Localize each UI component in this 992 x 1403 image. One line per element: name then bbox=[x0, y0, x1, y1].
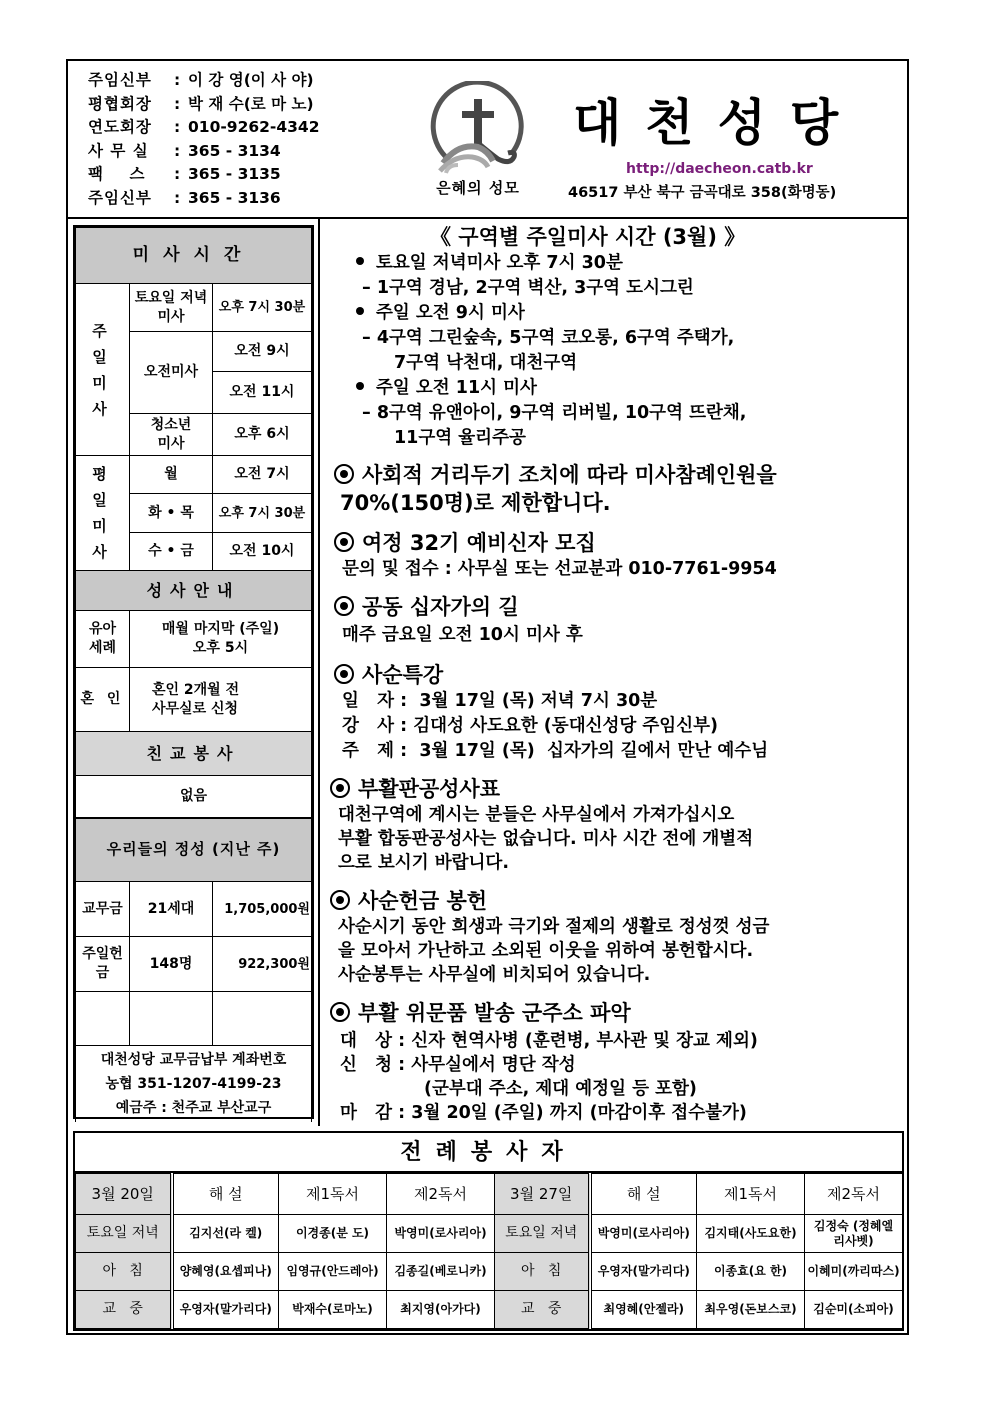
info-value: 010-9262-4342 bbox=[188, 118, 320, 136]
radio-bullet-icon bbox=[330, 1002, 350, 1022]
mass-label: 토요일 저녁 bbox=[495, 1215, 590, 1253]
military-apply: 신 청 : 사무실에서 명단 작성 bbox=[340, 1055, 576, 1075]
offering-name: 교무금 bbox=[76, 882, 130, 937]
server-name: 최지영(아가다) bbox=[387, 1291, 495, 1329]
mass-name: 월 bbox=[130, 456, 213, 494]
radio-bullet-icon bbox=[334, 464, 354, 484]
lecture-speaker: 강 사 : 김대성 사도요한 (동대신성당 주임신부) bbox=[342, 716, 719, 736]
info-label: 연도회장 bbox=[88, 118, 152, 136]
bullet-icon bbox=[356, 382, 364, 390]
role-header: 해 설 bbox=[590, 1174, 697, 1215]
mass-time: 오후 7시 30분 bbox=[213, 494, 312, 533]
military-deadline: 마 감 : 3월 20일 (주일) 까지 (마감이후 접수불가) bbox=[340, 1103, 747, 1123]
notices-column bbox=[320, 219, 907, 1126]
bulletin-page bbox=[66, 59, 909, 1335]
server-name: 우영자(말가리다) bbox=[172, 1291, 279, 1329]
mass-label: 아 침 bbox=[76, 1253, 172, 1291]
server-name: 박영미(로사리아) bbox=[590, 1215, 697, 1253]
mass-name: 청소년 미사 bbox=[130, 414, 213, 456]
server-name: 김종길(베로니카) bbox=[387, 1253, 495, 1291]
role-header: 제1독서 bbox=[279, 1174, 387, 1215]
server-name: 양혜영(요셉피나) bbox=[172, 1253, 279, 1291]
radio-bullet-icon bbox=[330, 890, 350, 910]
info-value: 365 - 3134 bbox=[188, 141, 281, 160]
offering-count: 21세대 bbox=[130, 882, 213, 937]
mass-label: 토요일 저녁 bbox=[76, 1215, 172, 1253]
mass-name: 토요일 저녁미사 bbox=[130, 284, 213, 332]
info-label: 사 무 실 bbox=[88, 141, 149, 160]
mass-time: 오후 7시 30분 bbox=[213, 284, 312, 332]
offering-amount: 1,705,000원 bbox=[213, 882, 312, 937]
church-logo bbox=[418, 81, 538, 206]
info-label: 팩 스 bbox=[88, 165, 146, 183]
church-name: 대천성당 bbox=[573, 94, 863, 152]
left-info-box bbox=[73, 225, 314, 1119]
radio-bullet-icon bbox=[334, 532, 354, 552]
distancing-notice-cont: 70%(150명)로 제한합니다. bbox=[340, 491, 611, 515]
role-header: 제2독서 bbox=[805, 1174, 903, 1215]
sacrament-name: 혼 인 bbox=[76, 668, 130, 732]
lecture-date: 일 자 : 3월 17일 (목) 저녁 7시 30분 bbox=[342, 691, 658, 711]
district-line: 11구역 율리주공 bbox=[394, 428, 526, 448]
info-row: 주임신부 : 365 - 3136 bbox=[88, 187, 320, 211]
mass-label: 아 침 bbox=[495, 1253, 590, 1291]
lecture-title: 사순특강 bbox=[334, 659, 443, 689]
radio-bullet-icon bbox=[334, 596, 354, 616]
lent-offering-text: 을 모아서 가난하고 소외된 이웃을 위하여 봉헌합시다. bbox=[338, 941, 754, 961]
bullet-icon bbox=[356, 307, 364, 315]
mass-times-title: 미사시간 bbox=[76, 228, 312, 284]
server-name: 이종효(요 한) bbox=[697, 1253, 805, 1291]
catechumen-text: 문의 및 접수 : 사무실 또는 선교분과 010-7761-9954 bbox=[342, 559, 777, 579]
stations-title: 공동 십자가의 길 bbox=[334, 591, 519, 621]
district-line: – 1구역 경남, 2구역 벽산, 3구역 도시그린 bbox=[362, 278, 694, 298]
military-title: 부활 위문품 발송 군주소 파악 bbox=[330, 997, 631, 1027]
contact-info bbox=[88, 69, 320, 210]
radio-bullet-icon bbox=[334, 664, 354, 684]
role-header: 해 설 bbox=[172, 1174, 279, 1215]
mass-time: 오전 11시 bbox=[213, 372, 312, 414]
lecture-topic: 주 제 : 3월 17일 (목) 십자가의 길에서 만난 예수님 bbox=[342, 741, 769, 761]
lent-offering-text: 사순봉투는 사무실에 비치되어 있습니다. bbox=[338, 965, 651, 985]
info-value: 365 - 3136 bbox=[188, 188, 281, 207]
military-apply-note: (군부대 주소, 제대 예정일 등 포함) bbox=[424, 1079, 697, 1099]
account-info: 대천성당 교무금납부 계좌번호 농협 351-1207-4199-23 예금주 : 천주교 부산교구 bbox=[76, 1046, 312, 1123]
offering-name bbox=[76, 992, 130, 1046]
mass-time: 오전 9시 bbox=[213, 332, 312, 372]
catechumen-title: 여정 32기 예비신자 모집 bbox=[334, 527, 596, 557]
info-label: 주임신부 bbox=[88, 188, 152, 207]
servers-row bbox=[76, 1291, 903, 1329]
cross-wave-logo-icon bbox=[428, 81, 528, 176]
mass-label: 교 중 bbox=[495, 1291, 590, 1329]
offering-amount: 922,300원 bbox=[213, 937, 312, 992]
mass-times-table bbox=[75, 227, 312, 1122]
server-name: 김지태(사도요한) bbox=[697, 1215, 805, 1253]
sacraments-title: 성사안내 bbox=[76, 571, 312, 611]
info-value: 365 - 3135 bbox=[188, 165, 281, 183]
servers-header-row bbox=[76, 1174, 903, 1215]
offerings-title: 우리들의 정성 (지난 주) bbox=[76, 818, 312, 882]
stations-text: 매주 금요일 오전 10시 미사 후 bbox=[342, 625, 583, 645]
info-row: 평협회장 : 박 재 수(로 마 노) bbox=[88, 93, 320, 117]
servers-row bbox=[76, 1253, 903, 1291]
military-target: 대 상 : 신자 현역사병 (훈련병, 부사관 및 장교 제외) bbox=[340, 1031, 758, 1051]
radio-bullet-icon bbox=[330, 778, 350, 798]
offering-name: 주일헌금 bbox=[76, 937, 130, 992]
info-row: 팩 스 : 365 - 3135 bbox=[88, 163, 320, 187]
server-name: 임영규(안드레아) bbox=[279, 1253, 387, 1291]
mass-name: 수 • 금 bbox=[130, 533, 213, 571]
server-name: 이경종(분 도) bbox=[279, 1215, 387, 1253]
sacrament-name: 유아 세례 bbox=[76, 611, 130, 668]
info-value: 박 재 수(로 마 노) bbox=[188, 94, 314, 113]
mass-label: 교 중 bbox=[76, 1291, 172, 1329]
server-name: 최영혜(안젤라) bbox=[590, 1291, 697, 1329]
offering-amount bbox=[213, 992, 312, 1046]
servers-table bbox=[75, 1173, 903, 1329]
server-name: 우영자(말가리다) bbox=[590, 1253, 697, 1291]
logo-caption: 은혜의 성모 bbox=[436, 179, 520, 197]
mass-name: 오전미사 bbox=[130, 332, 213, 414]
servers-title: 전례봉사자 bbox=[75, 1133, 902, 1173]
info-row: 사 무 실 : 365 - 3134 bbox=[88, 140, 320, 164]
servers-row bbox=[76, 1215, 903, 1253]
district-line: 주일 오전 9시 미사 bbox=[356, 299, 525, 324]
mass-name: 화 • 목 bbox=[130, 494, 213, 533]
offering-count: 148명 bbox=[130, 937, 213, 992]
role-header: 제2독서 bbox=[387, 1174, 495, 1215]
confession-text: 으로 보시기 바랍니다. bbox=[338, 853, 509, 873]
bullet-icon bbox=[356, 257, 364, 265]
district-line: – 8구역 유앤아이, 9구역 리버빌, 10구역 뜨란채, bbox=[362, 403, 747, 423]
mission-title: 친교봉사 bbox=[76, 732, 312, 776]
server-name: 박영미(로사리아) bbox=[387, 1215, 495, 1253]
church-address: 46517 부산 북구 금곡대로 358(화명동) bbox=[568, 185, 837, 201]
mass-time: 오전 10시 bbox=[213, 533, 312, 571]
lent-offering-text: 사순시기 동안 희생과 극기와 절제의 생활로 정성껏 성금 bbox=[338, 917, 770, 937]
info-label: 주임신부 bbox=[88, 71, 152, 89]
confession-title: 부활판공성사표 bbox=[330, 773, 500, 803]
sacrament-desc: 혼인 2개월 전 사무실로 신청 bbox=[130, 668, 312, 732]
lent-offering-title: 사순헌금 봉헌 bbox=[330, 885, 487, 915]
district-line: 주일 오전 11시 미사 bbox=[356, 374, 537, 399]
info-row: 주임신부 : 이 강 영(이 사 야) bbox=[88, 69, 320, 93]
week-date: 3월 20일 bbox=[76, 1174, 172, 1215]
server-name: 최우영(돈보스코) bbox=[697, 1291, 805, 1329]
server-name: 박재수(로마노) bbox=[279, 1291, 387, 1329]
confession-text: 대천구역에 계시는 분들은 사무실에서 가져가십시오 bbox=[338, 805, 735, 825]
bulletin-header bbox=[68, 61, 907, 219]
offering-count bbox=[130, 992, 213, 1046]
info-value: 이 강 영(이 사 야) bbox=[188, 71, 314, 89]
sacrament-desc: 매월 마지막 (주일) 오후 5시 bbox=[130, 611, 312, 668]
district-line: 토요일 저녁미사 오후 7시 30분 bbox=[356, 249, 623, 274]
server-name: 이혜미(까리따스) bbox=[805, 1253, 903, 1291]
server-name: 김정숙 (정혜엘리사벳) bbox=[805, 1215, 903, 1253]
sunday-mass-label: 주 일 미 사 bbox=[76, 284, 130, 456]
weekday-mass-label: 평 일 미 사 bbox=[76, 456, 130, 571]
left-sidebar bbox=[68, 219, 320, 1126]
info-label: 평협회장 bbox=[88, 94, 152, 113]
district-line: 7구역 낙천대, 대천구역 bbox=[394, 353, 578, 373]
distancing-notice: 사회적 거리두기 조치에 따라 미사참례인원을 bbox=[334, 459, 777, 489]
confession-text: 부활 합동판공성사는 없습니다. 미사 시간 전에 개별적 bbox=[338, 829, 754, 849]
week-date: 3월 27일 bbox=[495, 1174, 590, 1215]
mass-time: 오후 6시 bbox=[213, 414, 312, 456]
server-name: 김순미(소피아) bbox=[805, 1291, 903, 1329]
mission-value: 없음 bbox=[76, 776, 312, 818]
mass-time: 오전 7시 bbox=[213, 456, 312, 494]
website-link[interactable]: http://daecheon.catb.kr bbox=[626, 161, 813, 177]
role-header: 제1독서 bbox=[697, 1174, 805, 1215]
info-row: 연도회장 : 010-9262-4342 bbox=[88, 116, 320, 140]
district-line: – 4구역 그린숲속, 5구역 코오롱, 6구역 주택가, bbox=[362, 328, 735, 348]
district-mass-title: 《 구역별 주일미사 시간 (3월) 》 bbox=[430, 225, 746, 249]
liturgy-servers-box bbox=[73, 1131, 904, 1331]
server-name: 김지선(라 켈) bbox=[172, 1215, 279, 1253]
